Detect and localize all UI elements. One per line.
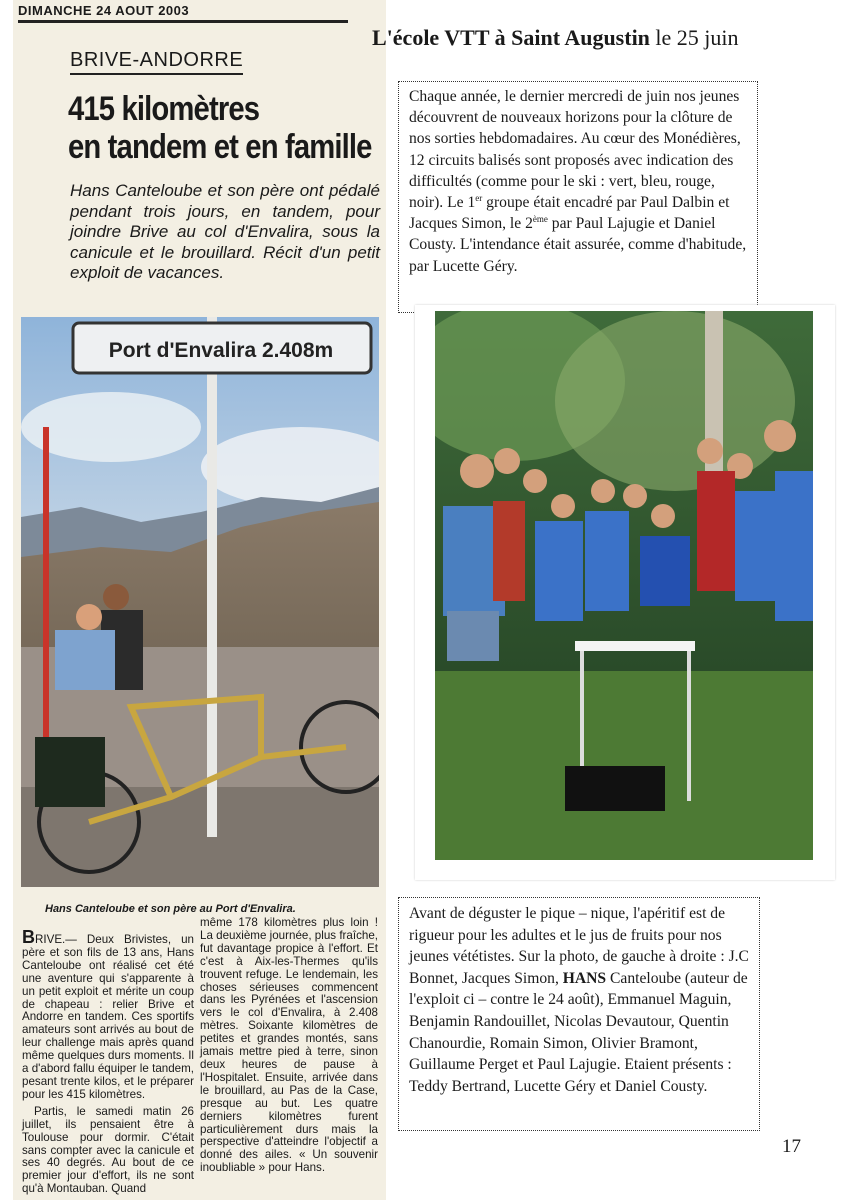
headline-line1: 415 kilomètres xyxy=(68,90,260,128)
drop-cap: B xyxy=(22,927,35,947)
title-date: le 25 juin xyxy=(649,25,739,50)
article-paragraph xyxy=(22,927,194,1102)
tandem-photo xyxy=(21,317,379,887)
article-column-1 xyxy=(22,927,194,1196)
headline-line2: en tandem et en famille xyxy=(68,128,372,166)
section-label: BRIVE-ANDORRE xyxy=(70,49,243,75)
page-title xyxy=(372,25,739,51)
group-photo xyxy=(435,311,813,860)
intro-text: par Paul Lajugie et Daniel Cousty. L'intendance était assurée, comme d'habitude, par Lucette Géry. xyxy=(409,215,747,275)
description-text: Canteloube (auteur de l'exploit ci – contre le 24 août), Emmanuel Maguin, Benjamin Randouillet, Nicolas Devautour, Quentin Chanourdie, Romain Simon, Olivier Bramont, Guillaume Perget et Paul Lajugie. Etaient présents : Teddy Bertrand, Lucette Géry et Daniel Cousty. xyxy=(409,969,748,1095)
sign-text: Port d'Envalira 2.408m xyxy=(108,339,334,362)
article-text: RIVE.— Deux Brivistes, un père et son fils de 13 ans, Hans Canteloube ont réalisé cet été une aventure qui s'apparente à un petit exploit et mérite un coup de chapeau : relier Brive et Andorre en tandem. Ces sportifs amateurs sont arrivés au bout de leur challenge mais après quand même quelques durs moments. Il a d'abord fallu équiper le tandem, pesant trente kilos, et le préparer pour les 415 kilomètres. xyxy=(22,933,194,1101)
photo-description-box xyxy=(398,897,760,1131)
lead-paragraph: Hans Canteloube et son père ont pédalé pendant trois jours, en tandem, pour joindre Brive au col d'Envalira, sous la canicule et le brouillard. Récit d'un petit exploit de vacances. xyxy=(70,181,380,282)
description-text: Avant de déguster le pique – nique, l'apéritif est de rigueur pour les adultes et le jus de fruits pour nos jeunes vététistes. Sur la photo, de gauche à droite : J.C Bonnet, Jacques Simon, xyxy=(409,905,749,987)
page-number: 17 xyxy=(782,1136,801,1157)
dateline: DIMANCHE 24 AOUT 2003 xyxy=(18,3,348,23)
superscript: ème xyxy=(532,214,548,225)
photo-caption: Hans Canteloube et son père au Port d'Envalira. xyxy=(45,903,296,915)
intro-text: Chaque année, le dernier mercredi de juin nos jeunes découvrent de nouveaux horizons pour la clôture de nos sorties hebdomadaires. Au cœur des Monédières, 12 circuits balisés sont proposés avec indication des difficultés (comme pour le ski : vert, bleu, rouge, noir). Le 1 xyxy=(409,88,741,212)
intro-text-box xyxy=(398,81,758,313)
superscript: er xyxy=(475,192,483,203)
title-bold: L'école VTT à Saint Augustin xyxy=(372,25,650,50)
article-paragraph: Partis, le samedi matin 26 juillet, ils pensaient être à Toulouse pour dormir. C'était sans compter avec la canicule et ses 40 degrés. Au bout de ce premier jour d'effort, ils ne sont qu'à Montauban. Quand xyxy=(22,1104,194,1196)
headline xyxy=(68,90,372,166)
intro-text: groupe était encadré par Paul Dalbin et Jacques Simon, le 2 xyxy=(409,194,730,233)
highlighted-name: HANS xyxy=(562,969,607,987)
article-column-2: même 178 kilomètres plus loin ! La deuxième journée, plus fraîche, fut davantage propice à l'effort. Et c'est à Aix-les-Thermes qu'ils trouvent refuge. Le lendemain, les choses sérieuses commencent dans les Pyrénées et l'ascension vers le col d'Envalira, à 2.408 mètres. Soixante kilomètres de petites et grandes montés, sans jamais mettre pied à terre, sinon deux heures de pause à l'Hospitalet. Ensuite, arrivée dans le brouillard, au Pas de la Case, presque au but. Les quatre derniers kilomètres furent particulièrement durs mais la perspective d'atteindre l'objectif a donné des ailes. « Un souvenir inoubliable » pour Hans. xyxy=(200,916,378,1175)
